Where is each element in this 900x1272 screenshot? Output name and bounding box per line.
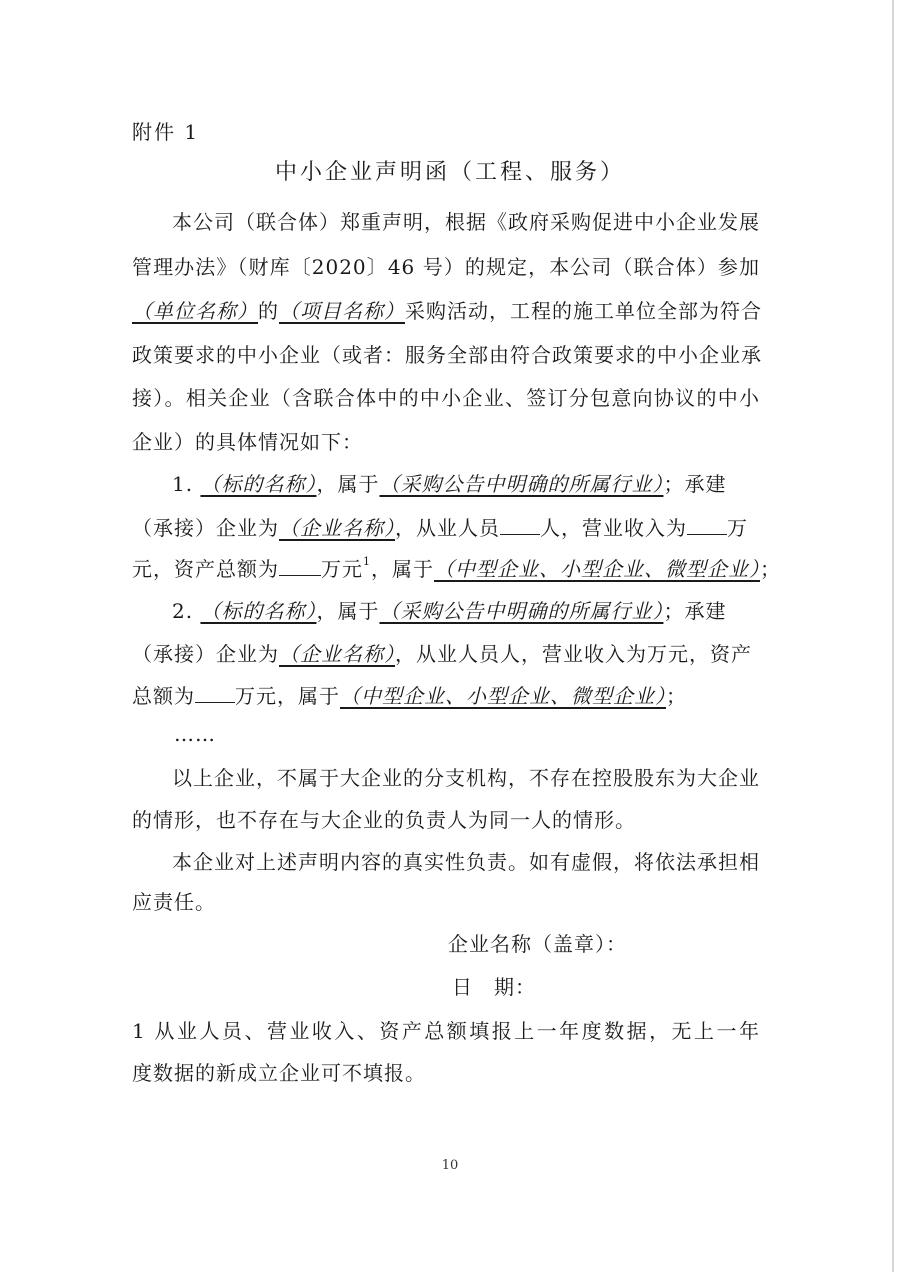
item-text: ，从业人员 [395,516,500,540]
item-text: 人，营业收入为 [540,516,687,540]
item-text: ；承建 [663,472,727,496]
intro-line-6: 企业）的具体情况如下： [132,430,363,454]
footnote-line-2: 度数据的新成立企业可不填报。 [132,1061,426,1085]
item1-line-3 [132,555,781,583]
item-number: 2. [172,599,194,623]
date-label: 日 期： [452,975,536,999]
para3-line-1: 本企业对上述声明内容的真实性负责。如有虚假，将依法承担相 [172,850,760,874]
item1-line-1 [172,470,760,498]
item2-line-3 [132,682,760,710]
item2-line-2 [132,640,760,668]
item-text: （承接）企业为 [132,642,279,666]
item-text: 万 [727,516,748,540]
intro-line-3 [132,297,760,325]
company-name-field: （企业名称） [279,516,395,540]
item-text: ；承建 [663,599,727,623]
attachment-label: 附件 1 [132,120,200,144]
intro-line-1: 本公司（联合体）郑重声明，根据《政府采购促进中小企业发展 [172,210,760,234]
item1-line-2 [132,514,760,542]
item-text: 万元，属于 [235,684,340,708]
footnote-line-1: 1 从业人员、营业收入、资产总额填报上一年度数据，无上一年 [132,1019,760,1043]
para3-line-2: 应责任。 [132,890,216,914]
page-number: 10 [441,1158,459,1173]
intro-line-4: 政策要求的中小企业（或者：服务全部由符合政策要求的中小企业承 [132,343,762,367]
unit-name-field: （单位名称） [132,299,258,323]
item-text: ； [760,557,781,581]
ellipsis: …… [174,722,216,746]
industry-field: （采购公告中明确的所属行业） [379,472,664,496]
item-number: 1. [172,472,194,496]
company-seal-label: 企业名称（盖章）： [448,932,627,956]
intro-text: 的 [258,299,279,323]
subject-name-field: （标的名称） [200,599,317,623]
intro-line-2: 管理办法》（财库〔2020〕46 号）的规定，本公司（联合体）参加 [132,255,760,279]
enterprise-size-field: （中型企业、小型企业、微型企业） [340,684,666,708]
item-text: 万元 [321,557,363,581]
item-text: ，属于 [371,557,434,581]
revenue-blank [687,514,727,535]
assets-blank [195,682,235,703]
item-text: ，从业人员人，营业收入为万元，资产 [395,642,752,666]
item-text: 总额为 [132,684,195,708]
item-text: ； [666,684,687,708]
intro-text: 采购活动，工程的施工单位全部为符合 [405,299,762,323]
footnote-mark: 1 [363,555,371,568]
employees-blank [500,514,540,535]
industry-field: （采购公告中明确的所属行业） [379,599,664,623]
para2-line-2: 的情形，也不存在与大企业的负责人为同一人的情形。 [132,808,636,832]
intro-line-5: 接）。相关企业（含联合体中的中小企业、签订分包意向协议的中小 [132,386,760,410]
document-title: 中小企业声明函（工程、服务） [274,160,625,185]
project-name-field: （项目名称） [279,299,405,323]
item-text: ，属于 [316,599,380,623]
enterprise-size-field: （中型企业、小型企业、微型企业） [434,557,760,581]
item2-line-1 [172,597,760,625]
item-text: ，属于 [316,472,380,496]
assets-blank [279,555,321,576]
company-name-field: （企业名称） [279,642,395,666]
scan-edge [892,0,894,1272]
item-text: 元，资产总额为 [132,557,279,581]
subject-name-field: （标的名称） [200,472,317,496]
item-text: （承接）企业为 [132,516,279,540]
para2-line-1: 以上企业，不属于大企业的分支机构，不存在控股股东为大企业 [172,766,760,790]
